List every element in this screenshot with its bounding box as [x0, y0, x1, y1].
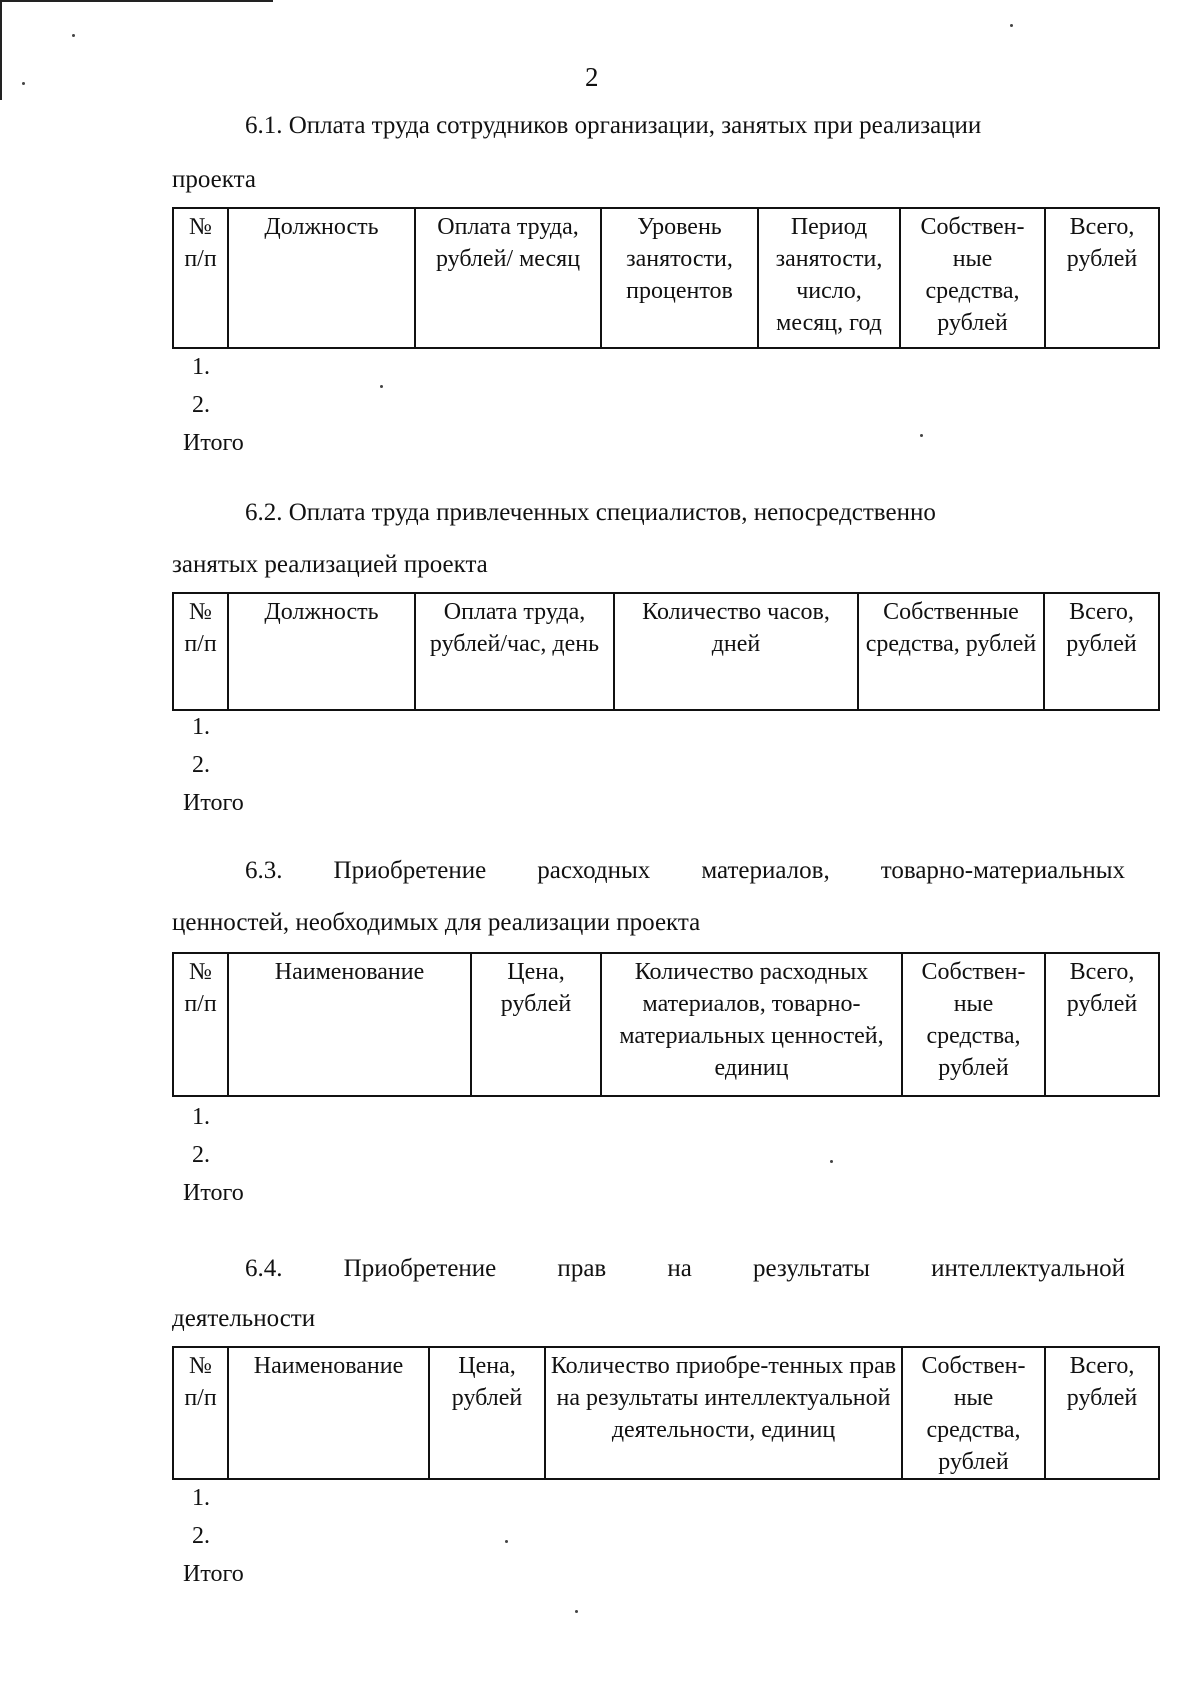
column-header: Период занятости, число, месяц, год: [758, 208, 900, 348]
total-label: Итого: [183, 1561, 244, 1587]
total-label: Итого: [183, 790, 244, 816]
scan-speck: [380, 385, 383, 388]
total-label: Итого: [183, 430, 244, 456]
column-header: Количество расходных материалов, товарно-материальных ценностей, единиц: [601, 953, 902, 1096]
row-number: 2.: [192, 392, 210, 418]
column-header: Собствен-ные средства, рублей: [902, 1347, 1045, 1479]
column-header: Цена, рублей: [429, 1347, 545, 1479]
section-heading-continuation: проекта: [172, 166, 256, 193]
column-header: Оплата труда, рублей/час, день: [415, 593, 614, 710]
scan-edge-line: [253, 0, 273, 2]
scan-edge-line: [0, 0, 270, 2]
scan-speck: [22, 82, 25, 85]
section-heading-continuation: ценностей, необходимых для реализации проекта: [172, 909, 701, 936]
column-header: Количество часов, дней: [614, 593, 858, 710]
row-number: 2.: [192, 752, 210, 778]
row-number: 1.: [192, 1485, 210, 1511]
section-heading: 6.4. Приобретение прав на результаты интеллектуальной: [245, 1255, 1125, 1282]
section-heading-continuation: занятых реализацией проекта: [172, 551, 488, 578]
column-header: Цена, рублей: [471, 953, 601, 1096]
section-heading-continuation: деятельности: [172, 1305, 316, 1332]
page-number: 2: [585, 62, 599, 92]
scan-edge-line: [0, 0, 2, 100]
scan-speck: [920, 434, 923, 437]
column-header: Оплата труда, рублей/ месяц: [415, 208, 601, 348]
budget-table: [172, 592, 1160, 711]
section-heading: 6.1. Оплата труда сотрудников организации, занятых при реализации: [245, 112, 982, 139]
column-header: № п/п: [173, 953, 228, 1096]
column-header: Наименование: [228, 1347, 429, 1479]
column-header: № п/п: [173, 1347, 228, 1479]
scan-speck: [505, 1540, 508, 1543]
budget-table: [172, 1346, 1160, 1480]
column-header: Наименование: [228, 953, 471, 1096]
budget-table: [172, 207, 1160, 349]
column-header: Всего, рублей: [1045, 1347, 1159, 1479]
row-number: 1.: [192, 1104, 210, 1130]
column-header: Собствен-ные средства, рублей: [902, 953, 1045, 1096]
column-header: Собствен-ные средства, рублей: [900, 208, 1045, 348]
column-header: № п/п: [173, 208, 228, 348]
column-header: Количество приобре-тенных прав на результаты интеллектуальной деятельности, единиц: [545, 1347, 902, 1479]
column-header: Всего, рублей: [1045, 208, 1159, 348]
column-header: Всего, рублей: [1045, 953, 1159, 1096]
row-number: 1.: [192, 714, 210, 740]
row-number: 2.: [192, 1142, 210, 1168]
column-header: Должность: [228, 593, 415, 710]
scan-speck: [830, 1160, 833, 1163]
column-header: Собственные средства, рублей: [858, 593, 1044, 710]
column-header: Должность: [228, 208, 415, 348]
scan-speck: [1010, 24, 1013, 27]
column-header: № п/п: [173, 593, 228, 710]
budget-table: [172, 952, 1160, 1097]
column-header: Уровень занятости, процентов: [601, 208, 758, 348]
total-label: Итого: [183, 1180, 244, 1206]
scan-speck: [575, 1610, 578, 1613]
row-number: 2.: [192, 1523, 210, 1549]
scan-speck: [72, 34, 75, 37]
row-number: 1.: [192, 354, 210, 380]
column-header: Всего, рублей: [1044, 593, 1159, 710]
section-heading: 6.3. Приобретение расходных материалов, товарно-материальных: [245, 857, 1125, 884]
section-heading: 6.2. Оплата труда привлеченных специалистов, непосредственно: [245, 499, 936, 526]
